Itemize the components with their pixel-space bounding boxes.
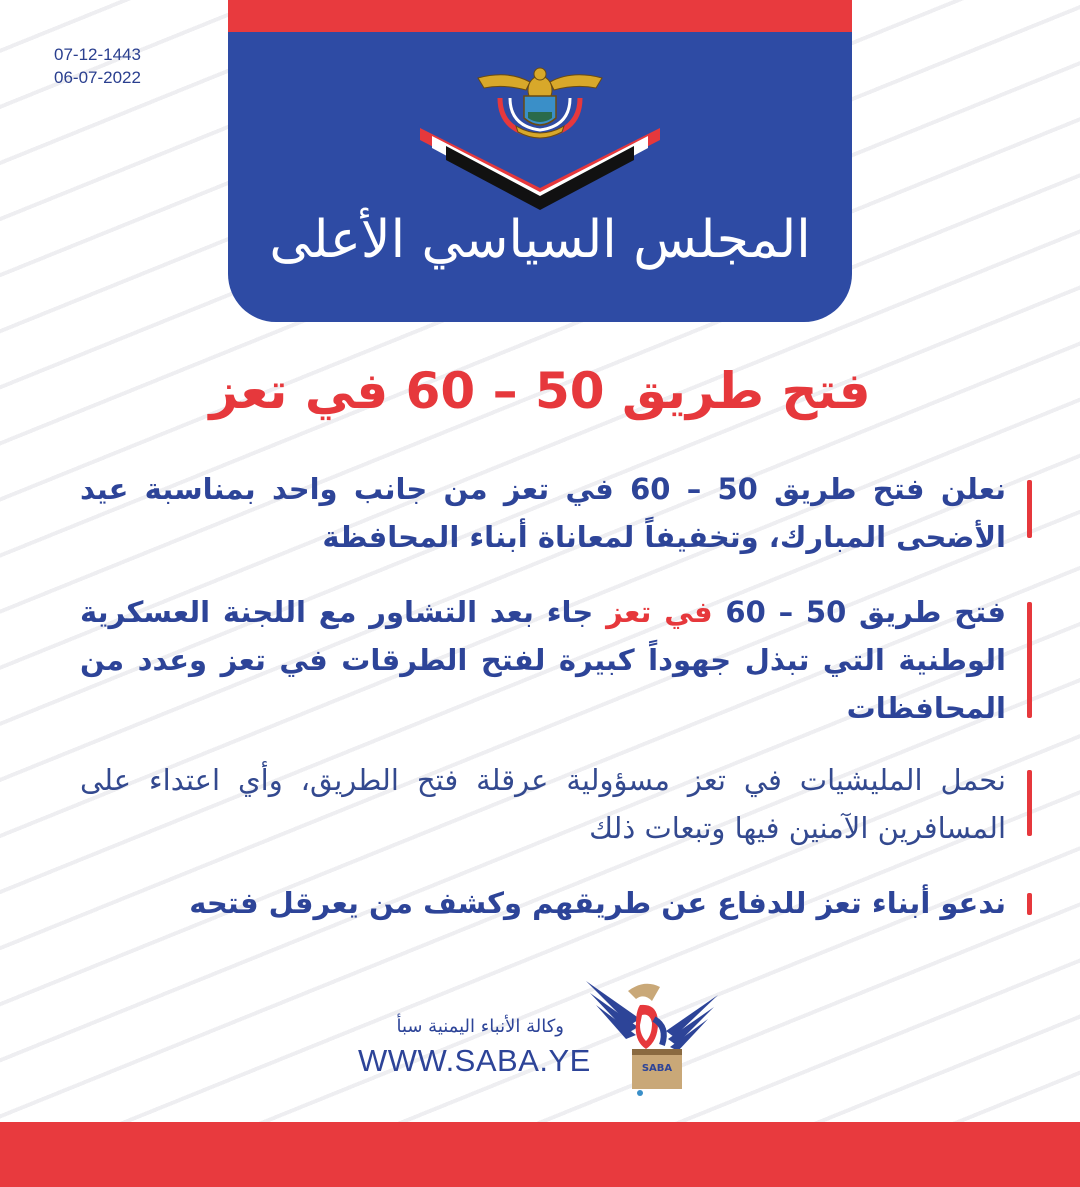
council-name: المجلس السياسي الأعلى: [269, 210, 811, 270]
gregorian-date: 06-07-2022: [54, 68, 141, 87]
paragraph-2-start: فتح طريق 50 – 60: [712, 595, 1006, 629]
paragraph-4: ندعو أبناء تعز للدفاع عن طريقهم وكشف من يعرقل فتحه: [189, 886, 1006, 920]
paragraph-4-marker: [1027, 893, 1032, 915]
hijri-date: 07-12-1443: [54, 45, 141, 64]
paragraph-1: نعلن فتح طريق 50 – 60 في تعز من جانب واحد بمناسبة عيد الأضحى المبارك، وتخفيفاً لمعاناة أبناء المحافظة: [80, 472, 1007, 554]
paragraph-2-highlight: في تعز: [606, 595, 713, 629]
paragraph-2-end: جاء بعد التشاور مع اللجنة العسكرية الوطنية التي تبذل جهوداً كبيرة لفتح الطرقات في تعز وعدد من المحافظات: [80, 595, 1006, 725]
banner-red-strip: [228, 0, 852, 32]
yemen-eagle-emblem-icon: [418, 60, 662, 210]
agency-name: وكالة الأنباء اليمنية سبأ: [396, 1016, 564, 1037]
headline: فتح طريق 50 – 60 في تعز: [209, 362, 871, 420]
saba-bird-logo-icon: [582, 975, 722, 1099]
saba-logo-text: SABA: [641, 1063, 673, 1074]
date-block: [54, 43, 141, 89]
council-banner: [228, 0, 852, 322]
website-url: WWW.SABA.YE: [358, 1043, 591, 1078]
footer-red-bar: [0, 1122, 1080, 1187]
paragraph-2: [80, 588, 1006, 732]
paragraph-1-marker: [1027, 480, 1032, 538]
agency-credit: [358, 1016, 591, 1079]
paragraph-3-marker: [1027, 770, 1032, 836]
paragraph-2-marker: [1027, 602, 1032, 718]
paragraph-3: نحمل المليشيات في تعز مسؤولية عرقلة فتح الطريق، وأي اعتداء على المسافرين الآمنين فيها وتبعات ذلك: [80, 763, 1006, 845]
